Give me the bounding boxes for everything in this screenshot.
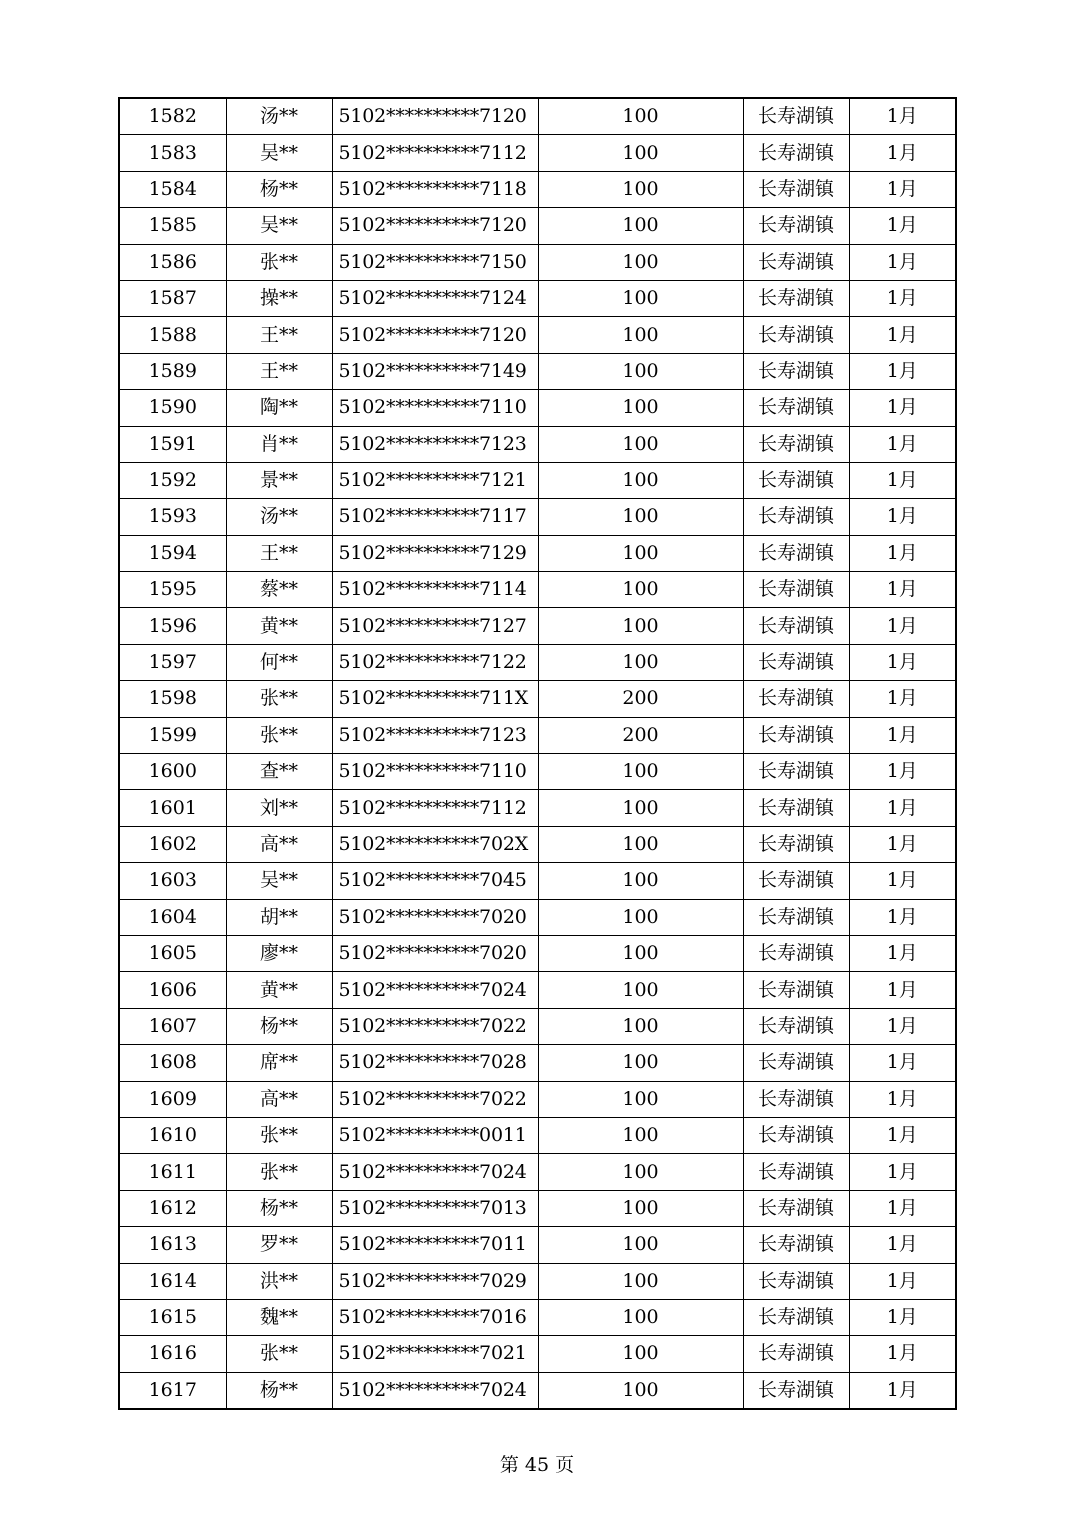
name-cell: 吴** [226,208,332,244]
month-cell: 1月 [849,899,956,935]
amount-cell: 100 [538,790,743,826]
name-cell: 张** [226,1117,332,1153]
amount-cell: 100 [538,462,743,498]
month-cell: 1月 [849,499,956,535]
table-body [119,98,956,1409]
id-number-cell: 5102**********7122 [332,644,538,680]
town-cell: 长寿湖镇 [743,390,849,426]
name-cell: 高** [226,1081,332,1117]
seq-cell: 1600 [119,754,226,790]
month-cell: 1月 [849,244,956,280]
amount-cell: 200 [538,717,743,753]
month-cell: 1月 [849,1045,956,1081]
town-cell: 长寿湖镇 [743,1117,849,1153]
table-row [119,1117,956,1153]
amount-cell: 100 [538,754,743,790]
id-number-cell: 5102**********7029 [332,1263,538,1299]
month-cell: 1月 [849,572,956,608]
town-cell: 长寿湖镇 [743,972,849,1008]
name-cell: 洪** [226,1263,332,1299]
page-number: 45 [524,1454,550,1476]
id-number-cell: 5102**********7024 [332,972,538,1008]
amount-cell: 100 [538,644,743,680]
table-row [119,972,956,1008]
table-row [119,98,956,135]
month-cell: 1月 [849,171,956,207]
amount-cell: 100 [538,1190,743,1226]
seq-cell: 1612 [119,1190,226,1226]
town-cell: 长寿湖镇 [743,644,849,680]
town-cell: 长寿湖镇 [743,208,849,244]
month-cell: 1月 [849,462,956,498]
seq-cell: 1604 [119,899,226,935]
id-number-cell: 5102**********7020 [332,899,538,935]
town-cell: 长寿湖镇 [743,1227,849,1263]
table-row [119,1081,956,1117]
town-cell: 长寿湖镇 [743,826,849,862]
name-cell: 杨** [226,1372,332,1409]
seq-cell: 1613 [119,1227,226,1263]
table-row [119,1299,956,1335]
id-number-cell: 5102**********7021 [332,1336,538,1372]
town-cell: 长寿湖镇 [743,1154,849,1190]
name-cell: 罗** [226,1227,332,1263]
month-cell: 1月 [849,353,956,389]
amount-cell: 100 [538,426,743,462]
table-row [119,535,956,571]
amount-cell: 100 [538,1227,743,1263]
seq-cell: 1594 [119,535,226,571]
month-cell: 1月 [849,1117,956,1153]
month-cell: 1月 [849,390,956,426]
id-number-cell: 5102**********7123 [332,426,538,462]
id-number-cell: 5102**********7020 [332,935,538,971]
month-cell: 1月 [849,1190,956,1226]
month-cell: 1月 [849,1154,956,1190]
table-row [119,717,956,753]
amount-cell: 100 [538,499,743,535]
id-number-cell: 5102**********7114 [332,572,538,608]
seq-cell: 1608 [119,1045,226,1081]
id-number-cell: 5102**********7120 [332,98,538,135]
id-number-cell: 5102**********0011 [332,1117,538,1153]
name-cell: 景** [226,462,332,498]
town-cell: 长寿湖镇 [743,717,849,753]
town-cell: 长寿湖镇 [743,790,849,826]
month-cell: 1月 [849,208,956,244]
amount-cell: 100 [538,608,743,644]
seq-cell: 1602 [119,826,226,862]
town-cell: 长寿湖镇 [743,353,849,389]
table-row [119,1227,956,1263]
name-cell: 张** [226,1336,332,1372]
id-number-cell: 5102**********7121 [332,462,538,498]
id-number-cell: 5102**********7024 [332,1154,538,1190]
id-number-cell: 5102**********7117 [332,499,538,535]
seq-cell: 1616 [119,1336,226,1372]
amount-cell: 100 [538,1008,743,1044]
amount-cell: 100 [538,353,743,389]
id-number-cell: 5102**********7129 [332,535,538,571]
month-cell: 1月 [849,717,956,753]
amount-cell: 100 [538,972,743,1008]
id-number-cell: 5102**********7124 [332,280,538,316]
id-number-cell: 5102**********7013 [332,1190,538,1226]
table-row [119,499,956,535]
table-row [119,863,956,899]
id-number-cell: 5102**********7011 [332,1227,538,1263]
table-row [119,317,956,353]
seq-cell: 1609 [119,1081,226,1117]
name-cell: 黄** [226,972,332,1008]
month-cell: 1月 [849,1299,956,1335]
table-row [119,208,956,244]
table-row [119,426,956,462]
town-cell: 长寿湖镇 [743,572,849,608]
id-number-cell: 5102**********702X [332,826,538,862]
seq-cell: 1592 [119,462,226,498]
town-cell: 长寿湖镇 [743,171,849,207]
seq-cell: 1584 [119,171,226,207]
table-row [119,935,956,971]
seq-cell: 1605 [119,935,226,971]
seq-cell: 1595 [119,572,226,608]
seq-cell: 1599 [119,717,226,753]
table-row [119,572,956,608]
id-number-cell: 5102**********7028 [332,1045,538,1081]
town-cell: 长寿湖镇 [743,1299,849,1335]
seq-cell: 1596 [119,608,226,644]
amount-cell: 100 [538,1154,743,1190]
town-cell: 长寿湖镇 [743,426,849,462]
amount-cell: 100 [538,1263,743,1299]
table-row [119,1008,956,1044]
name-cell: 张** [226,1154,332,1190]
table-row [119,244,956,280]
id-number-cell: 5102**********7110 [332,754,538,790]
table-row [119,280,956,316]
amount-cell: 100 [538,1372,743,1409]
id-number-cell: 5102**********7045 [332,863,538,899]
name-cell: 席** [226,1045,332,1081]
seq-cell: 1617 [119,1372,226,1409]
seq-cell: 1611 [119,1154,226,1190]
amount-cell: 100 [538,1081,743,1117]
name-cell: 杨** [226,1190,332,1226]
amount-cell: 100 [538,863,743,899]
id-number-cell: 5102**********7016 [332,1299,538,1335]
table-row [119,1045,956,1081]
id-number-cell: 5102**********7112 [332,790,538,826]
amount-cell: 100 [538,98,743,135]
table-row [119,754,956,790]
table-row [119,390,956,426]
name-cell: 魏** [226,1299,332,1335]
month-cell: 1月 [849,1263,956,1299]
amount-cell: 100 [538,208,743,244]
id-number-cell: 5102**********7150 [332,244,538,280]
name-cell: 吴** [226,863,332,899]
town-cell: 长寿湖镇 [743,135,849,171]
table-row [119,1336,956,1372]
id-number-cell: 5102**********7127 [332,608,538,644]
month-cell: 1月 [849,826,956,862]
amount-cell: 100 [538,1045,743,1081]
name-cell: 张** [226,717,332,753]
town-cell: 长寿湖镇 [743,1081,849,1117]
month-cell: 1月 [849,935,956,971]
table-row [119,608,956,644]
table-row [119,135,956,171]
page-label-prefix: 第 [499,1454,519,1476]
amount-cell: 200 [538,681,743,717]
town-cell: 长寿湖镇 [743,899,849,935]
table-row [119,462,956,498]
name-cell: 杨** [226,171,332,207]
id-number-cell: 5102**********7149 [332,353,538,389]
month-cell: 1月 [849,98,956,135]
name-cell: 汤** [226,98,332,135]
month-cell: 1月 [849,280,956,316]
town-cell: 长寿湖镇 [743,280,849,316]
seq-cell: 1590 [119,390,226,426]
town-cell: 长寿湖镇 [743,244,849,280]
month-cell: 1月 [849,535,956,571]
name-cell: 胡** [226,899,332,935]
seq-cell: 1615 [119,1299,226,1335]
name-cell: 肖** [226,426,332,462]
amount-cell: 100 [538,826,743,862]
month-cell: 1月 [849,644,956,680]
name-cell: 杨** [226,1008,332,1044]
seq-cell: 1606 [119,972,226,1008]
month-cell: 1月 [849,608,956,644]
id-number-cell: 5102**********7022 [332,1008,538,1044]
town-cell: 长寿湖镇 [743,317,849,353]
name-cell: 刘** [226,790,332,826]
seq-cell: 1603 [119,863,226,899]
town-cell: 长寿湖镇 [743,754,849,790]
amount-cell: 100 [538,280,743,316]
table-row [119,1154,956,1190]
name-cell: 陶** [226,390,332,426]
table-row [119,681,956,717]
town-cell: 长寿湖镇 [743,1008,849,1044]
town-cell: 长寿湖镇 [743,1190,849,1226]
table-row [119,899,956,935]
town-cell: 长寿湖镇 [743,535,849,571]
name-cell: 何** [226,644,332,680]
town-cell: 长寿湖镇 [743,98,849,135]
seq-cell: 1597 [119,644,226,680]
table-row [119,1263,956,1299]
id-number-cell: 5102**********7022 [332,1081,538,1117]
seq-cell: 1607 [119,1008,226,1044]
table-row [119,353,956,389]
town-cell: 长寿湖镇 [743,608,849,644]
seq-cell: 1585 [119,208,226,244]
name-cell: 吴** [226,135,332,171]
month-cell: 1月 [849,1372,956,1409]
amount-cell: 100 [538,1299,743,1335]
seq-cell: 1598 [119,681,226,717]
amount-cell: 100 [538,935,743,971]
seq-cell: 1601 [119,790,226,826]
month-cell: 1月 [849,681,956,717]
seq-cell: 1589 [119,353,226,389]
name-cell: 廖** [226,935,332,971]
amount-cell: 100 [538,572,743,608]
town-cell: 长寿湖镇 [743,681,849,717]
page-label-suffix: 页 [555,1454,575,1476]
subsidy-list-table [118,97,957,1410]
id-number-cell: 5102**********7024 [332,1372,538,1409]
id-number-cell: 5102**********7123 [332,717,538,753]
table-row [119,790,956,826]
seq-cell: 1591 [119,426,226,462]
table-row [119,644,956,680]
month-cell: 1月 [849,754,956,790]
amount-cell: 100 [538,535,743,571]
amount-cell: 100 [538,899,743,935]
seq-cell: 1588 [119,317,226,353]
amount-cell: 100 [538,244,743,280]
name-cell: 黄** [226,608,332,644]
month-cell: 1月 [849,135,956,171]
amount-cell: 100 [538,390,743,426]
name-cell: 蔡** [226,572,332,608]
name-cell: 高** [226,826,332,862]
town-cell: 长寿湖镇 [743,1263,849,1299]
month-cell: 1月 [849,790,956,826]
town-cell: 长寿湖镇 [743,1372,849,1409]
id-number-cell: 5102**********7120 [332,208,538,244]
amount-cell: 100 [538,1117,743,1153]
month-cell: 1月 [849,1227,956,1263]
id-number-cell: 5102**********7110 [332,390,538,426]
page-footer [0,1456,1074,1475]
month-cell: 1月 [849,317,956,353]
seq-cell: 1614 [119,1263,226,1299]
name-cell: 张** [226,681,332,717]
table-row [119,1372,956,1409]
town-cell: 长寿湖镇 [743,935,849,971]
town-cell: 长寿湖镇 [743,863,849,899]
seq-cell: 1593 [119,499,226,535]
town-cell: 长寿湖镇 [743,1336,849,1372]
seq-cell: 1586 [119,244,226,280]
seq-cell: 1610 [119,1117,226,1153]
table-row [119,171,956,207]
name-cell: 王** [226,535,332,571]
id-number-cell: 5102**********711X [332,681,538,717]
name-cell: 王** [226,353,332,389]
seq-cell: 1583 [119,135,226,171]
month-cell: 1月 [849,972,956,1008]
seq-cell: 1582 [119,98,226,135]
month-cell: 1月 [849,426,956,462]
name-cell: 王** [226,317,332,353]
town-cell: 长寿湖镇 [743,499,849,535]
town-cell: 长寿湖镇 [743,1045,849,1081]
table-row [119,1190,956,1226]
month-cell: 1月 [849,1336,956,1372]
id-number-cell: 5102**********7120 [332,317,538,353]
month-cell: 1月 [849,1008,956,1044]
name-cell: 操** [226,280,332,316]
name-cell: 汤** [226,499,332,535]
name-cell: 查** [226,754,332,790]
seq-cell: 1587 [119,280,226,316]
amount-cell: 100 [538,1336,743,1372]
amount-cell: 100 [538,135,743,171]
month-cell: 1月 [849,1081,956,1117]
table-row [119,826,956,862]
name-cell: 张** [226,244,332,280]
town-cell: 长寿湖镇 [743,462,849,498]
amount-cell: 100 [538,171,743,207]
id-number-cell: 5102**********7118 [332,171,538,207]
month-cell: 1月 [849,863,956,899]
amount-cell: 100 [538,317,743,353]
id-number-cell: 5102**********7112 [332,135,538,171]
